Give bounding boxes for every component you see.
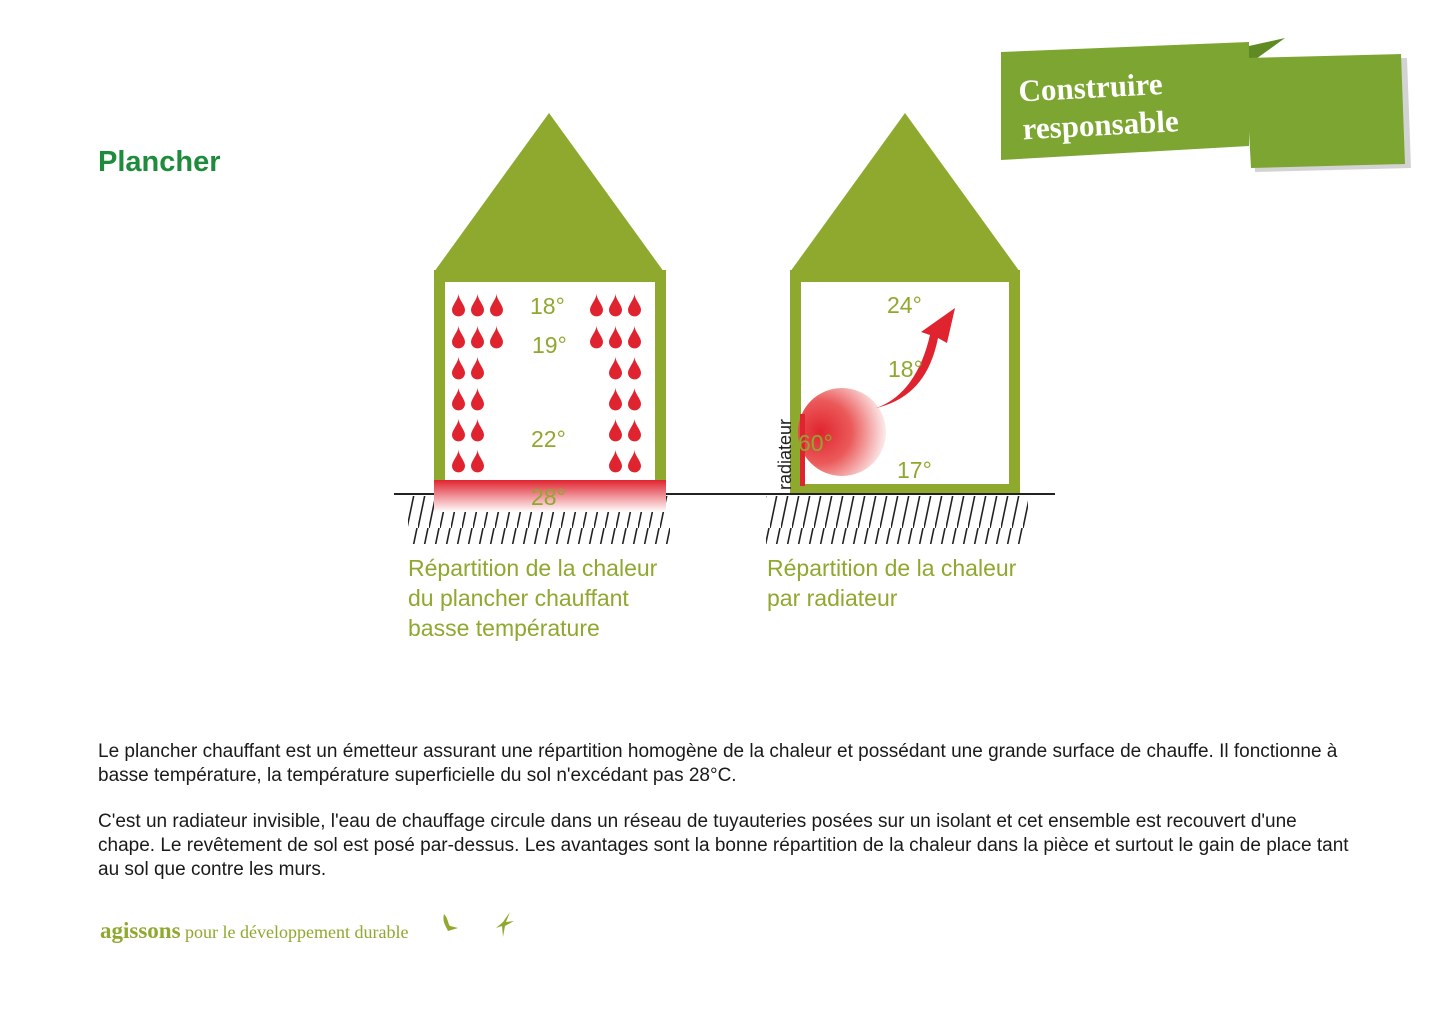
house-left-wall-left bbox=[434, 270, 445, 495]
heat-drop-icon bbox=[471, 419, 484, 442]
heat-drop-icon bbox=[628, 357, 641, 380]
heat-drop-icon bbox=[609, 388, 622, 411]
caption-radiator bbox=[767, 553, 1087, 613]
page-title: Plancher bbox=[98, 146, 221, 178]
house-right-floor bbox=[790, 484, 1020, 493]
heat-drop-icon bbox=[490, 294, 503, 317]
body-paragraph: C'est un radiateur invisible, l'eau de chauffage circule dans un réseau de tuyauteries posées sur un isolant et cet ensemble est recouvert d'une chape. Le revêtement de sol est posé par-dessus. Les avantages sont la bonne répartition de la chaleur dans la pièce et surtout le gain de place tant au sol que contre les murs. bbox=[98, 811, 1349, 880]
heat-drop-icon bbox=[452, 294, 465, 317]
heat-drop-icon bbox=[471, 357, 484, 380]
heat-drop-icon bbox=[471, 326, 484, 349]
house-left-ceiling bbox=[434, 270, 664, 282]
banner-line-1: Construire bbox=[1017, 66, 1164, 109]
heat-drop-icon bbox=[452, 388, 465, 411]
heat-drop-icon bbox=[471, 388, 484, 411]
temp-label: 19° bbox=[532, 332, 567, 358]
ground-hatch-right bbox=[766, 496, 1028, 544]
heat-drop-icon bbox=[628, 388, 641, 411]
bird-icon bbox=[440, 912, 460, 934]
temp-label-floor: 28° bbox=[531, 484, 566, 510]
heat-drop-icon bbox=[452, 357, 465, 380]
house-left-wall-right bbox=[655, 270, 666, 495]
heat-drop-icon bbox=[590, 326, 603, 349]
caption-line: du plancher chauffant bbox=[408, 585, 629, 611]
construire-responsable-banner bbox=[995, 38, 1415, 178]
radiator-label: radiateur bbox=[775, 418, 795, 490]
footer-word: agissons bbox=[100, 918, 181, 943]
house-right-roof bbox=[790, 113, 1020, 272]
heat-drop-icon bbox=[628, 326, 641, 349]
heat-drop-icon bbox=[609, 357, 622, 380]
heat-drop-icon bbox=[609, 294, 622, 317]
temp-label: 24° bbox=[887, 292, 922, 318]
footer-rest: pour le développement durable bbox=[185, 922, 409, 942]
heat-drop-icon bbox=[628, 419, 641, 442]
banner-line-2: responsable bbox=[1021, 103, 1180, 147]
heat-drop-icon bbox=[452, 419, 465, 442]
temp-label-radiator: 60° bbox=[798, 430, 833, 456]
heat-drop-icon bbox=[590, 294, 603, 317]
caption-line: Répartition de la chaleur bbox=[767, 555, 1017, 581]
temp-label: 18° bbox=[530, 293, 565, 319]
temp-label: 22° bbox=[531, 426, 566, 452]
temp-label: 18° bbox=[888, 356, 923, 382]
house-left bbox=[434, 113, 666, 512]
body-paragraph: Le plancher chauffant est un émetteur assurant une répartition homogène de la chaleur et possédant une grande surface de chauffe. Il fonctionne à basse température, la température superficielle du sol n'excédant pas 28°C. bbox=[98, 741, 1338, 786]
caption-line: basse température bbox=[408, 615, 600, 641]
temp-label: 17° bbox=[897, 457, 932, 483]
heat-drop-icon bbox=[628, 294, 641, 317]
house-left-roof bbox=[434, 113, 664, 272]
caption-line: par radiateur bbox=[767, 585, 898, 611]
caption-line: Répartition de la chaleur bbox=[408, 555, 658, 581]
house-right-ceiling bbox=[790, 270, 1020, 282]
house-right bbox=[775, 113, 1020, 493]
heat-drop-icon bbox=[471, 294, 484, 317]
heat-drop-icon bbox=[628, 450, 641, 473]
heat-drop-icon bbox=[609, 326, 622, 349]
heat-drop-icon bbox=[452, 326, 465, 349]
heat-drop-icon bbox=[609, 419, 622, 442]
caption-floor-heating bbox=[408, 553, 728, 643]
heat-drop-icon bbox=[609, 450, 622, 473]
heat-drop-icon bbox=[471, 450, 484, 473]
heat-drop-icon bbox=[452, 450, 465, 473]
bird-icon bbox=[494, 912, 516, 938]
house-right-wall-right bbox=[1009, 270, 1020, 492]
heat-drop-icon bbox=[490, 326, 503, 349]
banner-flag bbox=[1245, 54, 1405, 168]
footer-slogan bbox=[100, 918, 408, 944]
